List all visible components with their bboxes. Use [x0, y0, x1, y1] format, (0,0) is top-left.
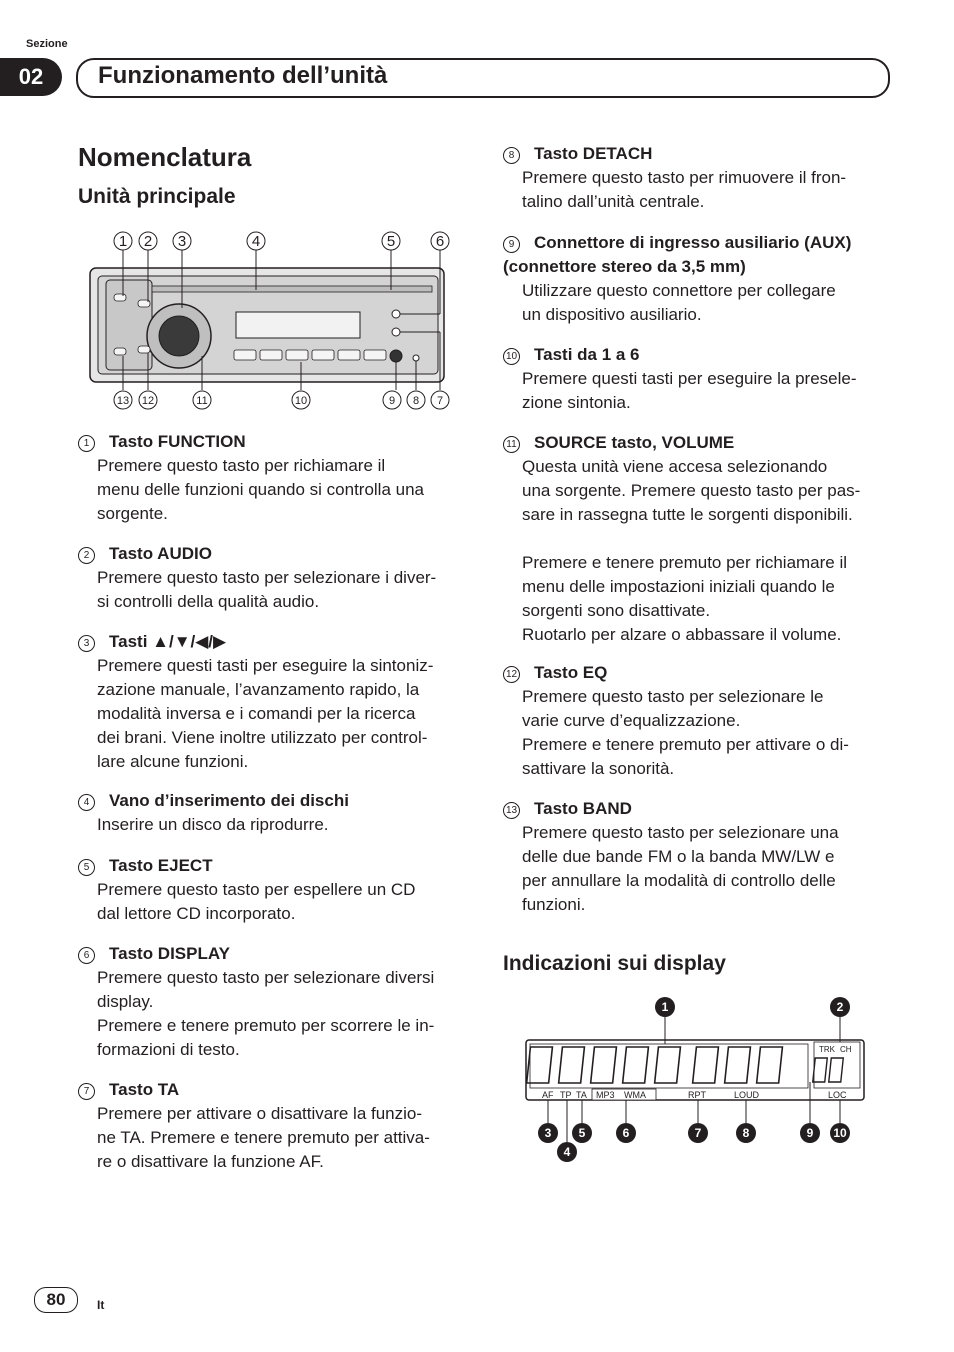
- item-number: 8: [503, 147, 520, 164]
- item-body: Premere questi tasti per eseguire la sintoniz- zazione manuale, l’avanzamento rapido, la modalità inversa e i comandi per la ricerca dei brani. Viene inoltre utilizzato per control- lare alcune funzioni.: [97, 656, 434, 771]
- item-body: Premere questo tasto per rimuovere il fron- talino dall’unità centrale.: [522, 168, 847, 211]
- page-title: Nomenclatura: [78, 142, 252, 172]
- item-number: 9: [503, 236, 520, 253]
- list-item: [503, 231, 895, 327]
- item-title: Tasto EQ: [534, 663, 608, 682]
- item-number: 4: [78, 794, 95, 811]
- display-callout: 5: [578, 1126, 586, 1140]
- item-body: Premere per attivare o disattivare la funzio- ne TA. Premere e tenere premuto per attiva- re o disattivare la funzione AF.: [97, 1104, 430, 1171]
- item-title: Tasto EJECT: [109, 856, 213, 875]
- list-item: [78, 1078, 470, 1174]
- callout-top: 1: [118, 233, 128, 250]
- item-title: Tasto TA: [109, 1080, 180, 1099]
- indicator-label: CH: [840, 1045, 852, 1054]
- display-callout: 4: [563, 1145, 571, 1159]
- callout-bottom: 13: [116, 395, 130, 407]
- callout-bottom: 9: [388, 395, 396, 407]
- list-item: [503, 431, 895, 647]
- callout-bottom: 7: [436, 395, 444, 407]
- display-diagram: [522, 994, 868, 1164]
- section-number: 02: [0, 58, 62, 96]
- callout-top: 6: [435, 233, 445, 250]
- display-callout: 9: [806, 1126, 814, 1140]
- language-code: It: [97, 1298, 105, 1312]
- section-title: Funzionamento dell’unità: [98, 62, 388, 89]
- item-body: Premere questo tasto per richiamare il menu delle funzioni quando si controlla una sorgente.: [97, 456, 425, 523]
- item-body: Inserire un disco da riprodurre.: [97, 815, 329, 834]
- indicator-label: WMA: [624, 1090, 646, 1100]
- item-number: 7: [78, 1083, 95, 1100]
- callout-top: 5: [386, 233, 396, 250]
- callout-bottom: 11: [196, 395, 208, 407]
- list-item: [503, 797, 895, 917]
- display-callout: 10: [833, 1126, 847, 1140]
- item-title: Connettore di ingresso ausiliario (AUX) (connettore stereo da 3,5 mm): [503, 233, 852, 276]
- item-body: Premere questo tasto per espellere un CD dal lettore CD incorporato.: [97, 880, 416, 923]
- display-callout: 2: [836, 1000, 844, 1014]
- subtitle-display: Indicazioni sui display: [503, 952, 726, 975]
- item-title: Tasto AUDIO: [109, 544, 212, 563]
- callout-top: 3: [177, 233, 187, 250]
- indicator-label: LOUD: [734, 1090, 760, 1100]
- page-number: 80: [34, 1287, 78, 1313]
- display-callout: 1: [661, 1000, 669, 1014]
- callout-top: 2: [143, 233, 153, 250]
- item-title: Tasti da 1 a 6: [534, 345, 640, 364]
- item-title: Tasto FUNCTION: [109, 432, 246, 451]
- list-item: [78, 630, 470, 774]
- item-number: 2: [78, 547, 95, 564]
- item-body: Utilizzare questo connettore per collegare un dispositivo ausiliario.: [522, 281, 836, 324]
- item-body: Premere questi tasti per eseguire la presele- zione sintonia.: [522, 369, 857, 412]
- item-title: Tasti ▲/▼/◀/▶: [109, 632, 227, 651]
- display-callout: 6: [622, 1126, 630, 1140]
- item-number: 10: [503, 348, 520, 365]
- item-title: Vano d’inserimento dei dischi: [109, 791, 349, 810]
- list-item: [78, 542, 470, 614]
- list-item: [78, 789, 470, 837]
- item-number: 13: [503, 802, 520, 819]
- list-item: [78, 942, 470, 1062]
- display-callout: 7: [694, 1126, 702, 1140]
- item-body: Premere questo tasto per selezionare i diver- si controlli della qualità audio.: [97, 568, 437, 611]
- callout-top: 4: [251, 233, 261, 250]
- item-title: SOURCE tasto, VOLUME: [534, 433, 735, 452]
- section-label: Sezione: [26, 38, 68, 50]
- list-item: [78, 430, 470, 526]
- item-title: Tasto BAND: [534, 799, 632, 818]
- item-body: Premere questo tasto per selezionare diversi display. Premere e tenere premuto per scorrere le in- formazioni di testo.: [97, 968, 435, 1059]
- list-item: [503, 142, 895, 214]
- display-callout: 8: [742, 1126, 750, 1140]
- list-item: [503, 661, 895, 781]
- item-number: 6: [78, 947, 95, 964]
- item-title: Tasto DETACH: [534, 144, 653, 163]
- callout-bottom: 8: [412, 395, 420, 407]
- callout-bottom: 12: [141, 395, 155, 407]
- indicator-label: AF: [542, 1090, 554, 1100]
- item-number: 3: [78, 635, 95, 652]
- subtitle-unit: Unità principale: [78, 185, 236, 208]
- list-item: [503, 343, 895, 415]
- list-item: [78, 854, 470, 926]
- item-number: 5: [78, 859, 95, 876]
- item-number: 11: [503, 436, 520, 453]
- indicator-label: RPT: [688, 1090, 706, 1100]
- indicator-label: MP3: [596, 1090, 615, 1100]
- indicator-label: TA: [576, 1090, 587, 1100]
- item-number: 12: [503, 666, 520, 683]
- display-callout: 3: [544, 1126, 552, 1140]
- item-body: Questa unità viene accesa selezionando una sorgente. Premere questo tasto per pas- sare in rassegna tutte le sorgenti disponibili. Premere e tenere premuto per richiamare il menu delle impostazioni iniziali quando le sorgenti sono disattivate. Ruotarlo per alzare o abbassare il volume.: [522, 457, 861, 644]
- item-title: Tasto DISPLAY: [109, 944, 230, 963]
- item-body: Premere questo tasto per selezionare le varie curve d’equalizzazione. Premere e tenere premuto per attivare o di- sattivare la sonorità.: [522, 687, 849, 778]
- indicator-label: TRK: [819, 1045, 835, 1054]
- item-number: 1: [78, 435, 95, 452]
- indicator-label: TP: [560, 1090, 572, 1100]
- indicator-label: LOC: [828, 1090, 847, 1100]
- item-body: Premere questo tasto per selezionare una delle due bande FM o la banda MW/LW e per annullare la modalità di controllo delle funzioni.: [522, 823, 839, 914]
- head-unit-diagram: [86, 228, 464, 414]
- callout-bottom: 10: [294, 395, 308, 407]
